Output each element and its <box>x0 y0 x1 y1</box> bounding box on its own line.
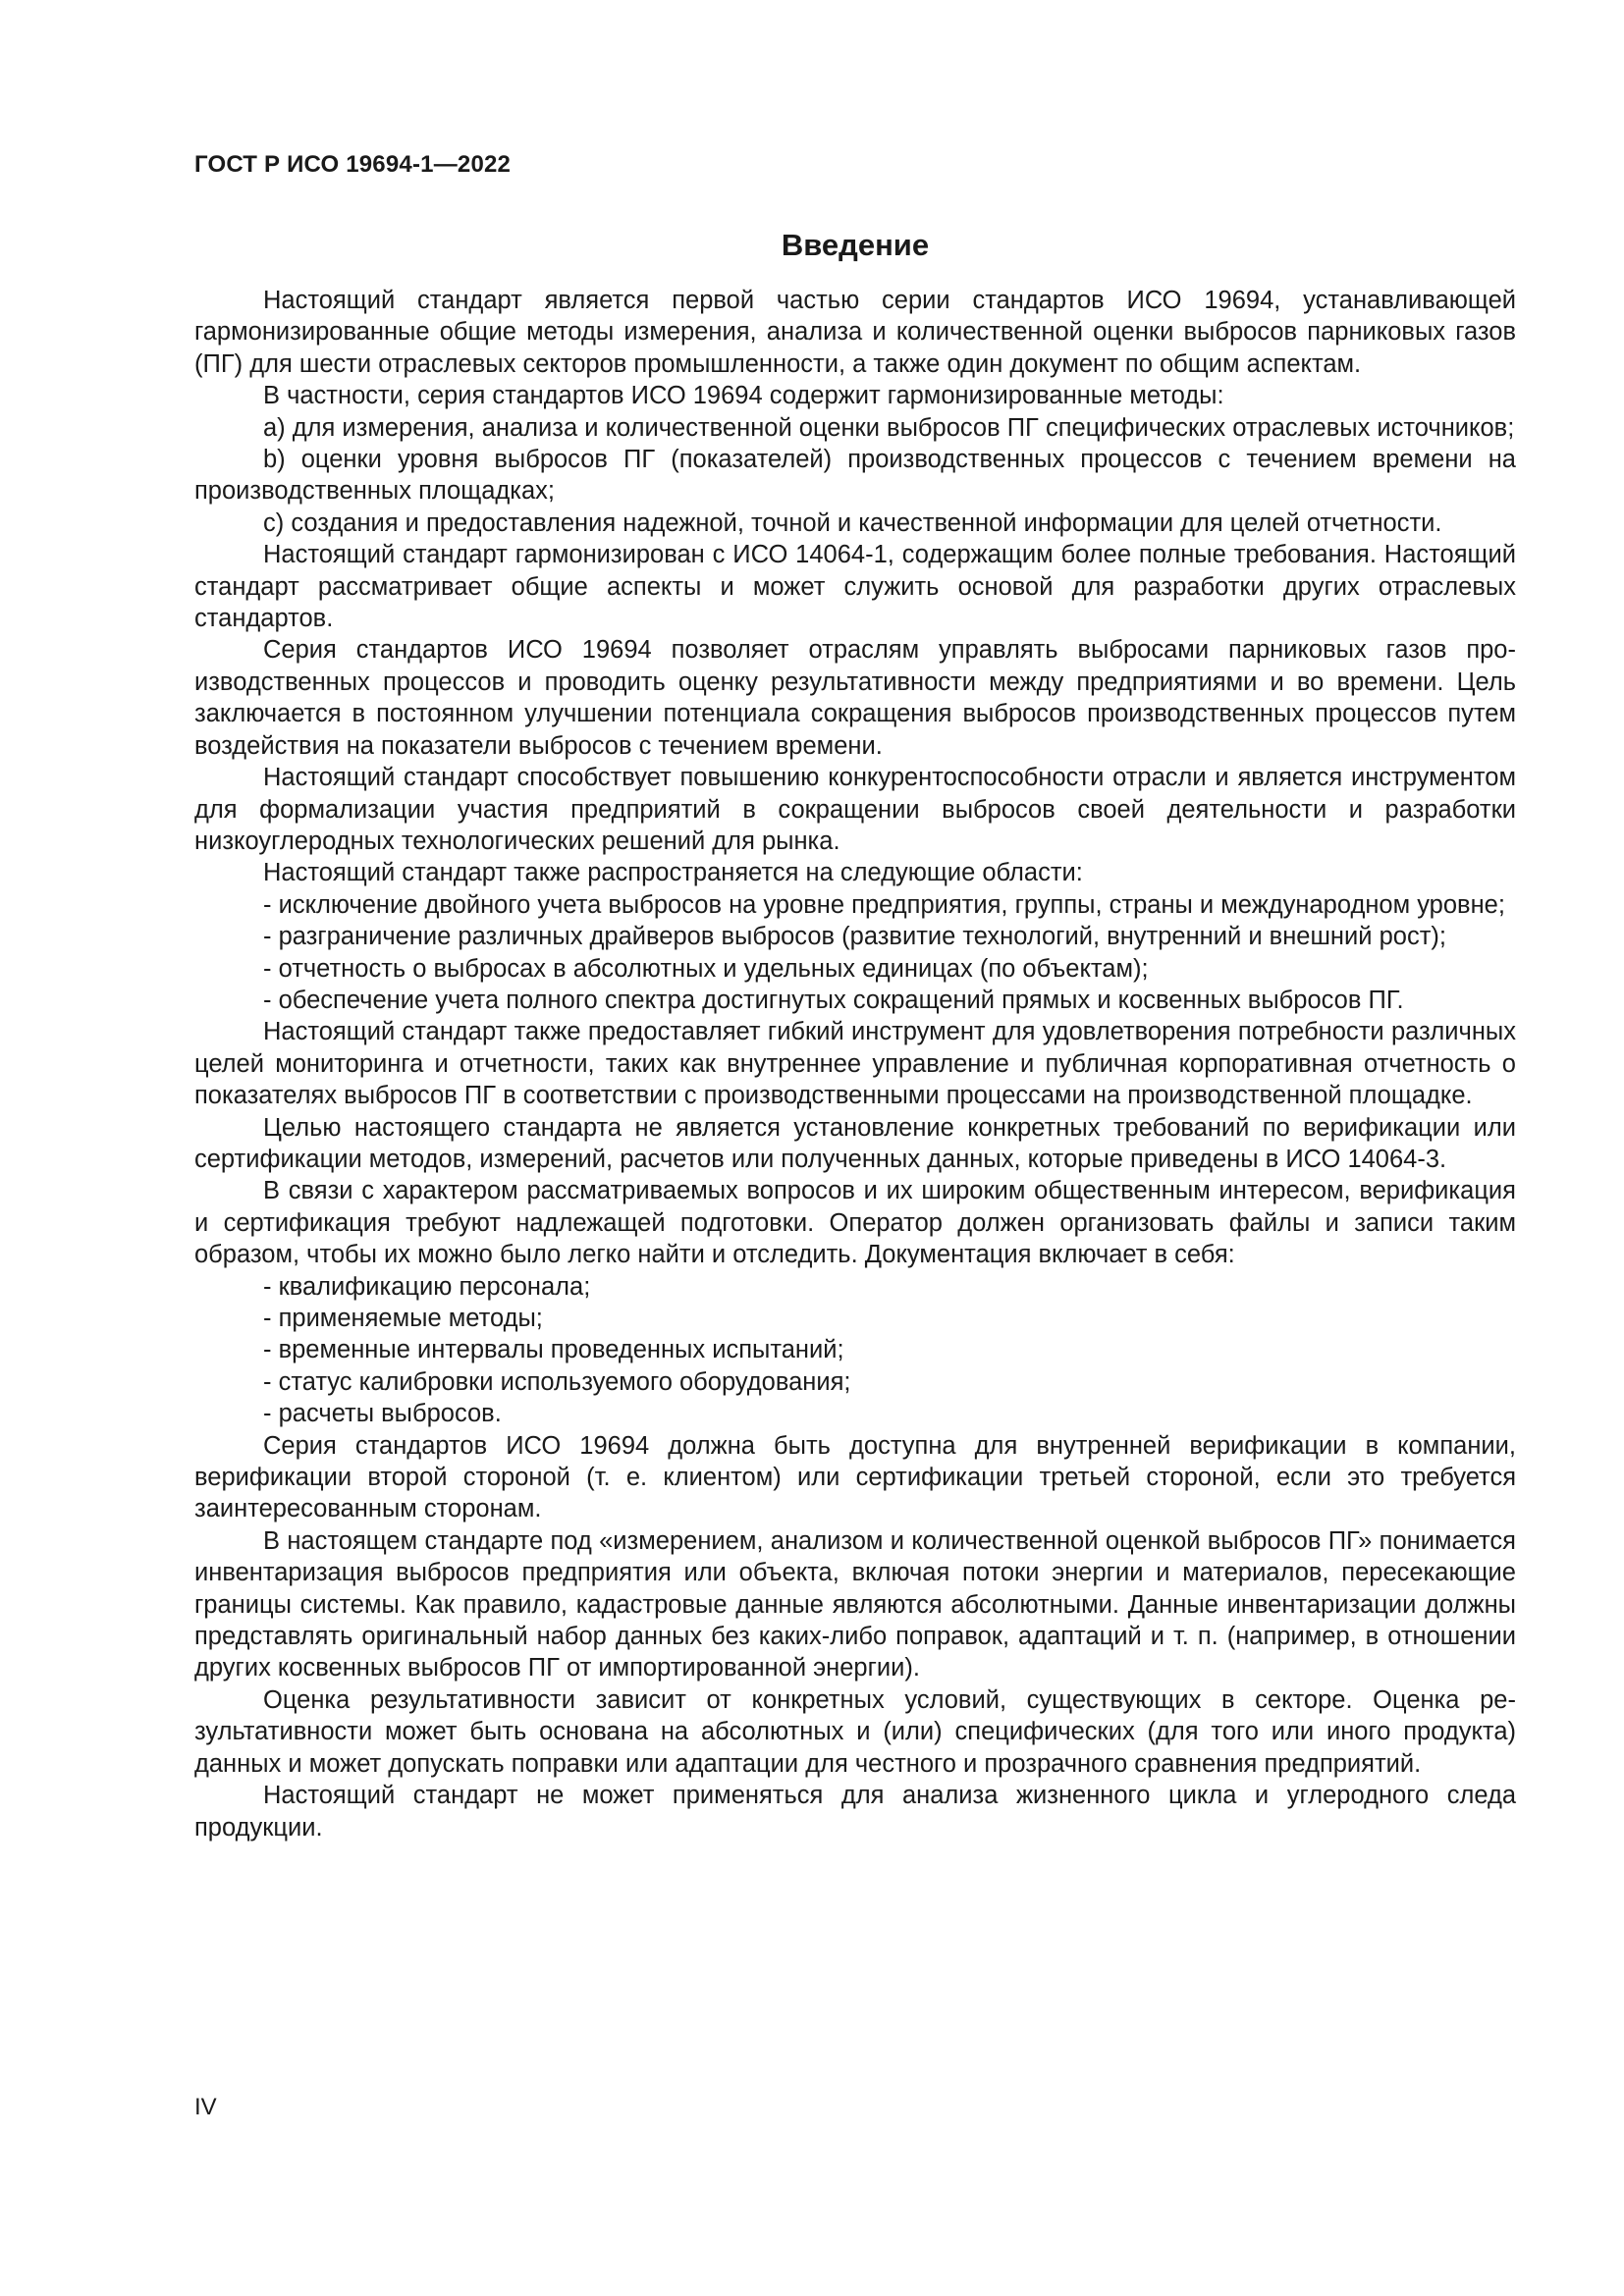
paragraph: Настоящий стандарт также распространяется на следующие области: <box>263 859 1083 887</box>
list-item: - временные интервалы проведенных испытаний; <box>263 1336 844 1364</box>
list-item: - расчеты выбросов. <box>263 1400 502 1428</box>
paragraph: Серия стандартов ИСО 19694 должна быть доступна для внутренней верификации в компании, верификации второй стороной (т. е. клиентом) или сертификации третьей стороной, если это требуется заинтересованным сторонам. <box>194 1431 1516 1523</box>
list-item: - исключение двойного учета выбросов на уровне предприятия, группы, страны и международном уровне; <box>263 890 1505 919</box>
document-body <box>194 285 1516 1843</box>
section-title: Введение <box>781 228 930 262</box>
list-item: - квалификацию персонала; <box>263 1272 591 1301</box>
list-item: - обеспечение учета полного спектра достигнутых сокращений прямых и косвенных выбросов ПГ. <box>263 986 1404 1014</box>
list-item: - отчетность о выбросах в абсолютных и удельных единицах (по объектам); <box>263 954 1149 983</box>
paragraph: Серия стандартов ИСО 19694 позволяет отраслям управлять выбросами парниковых газов производственных процессов и проводить оценку результативности между предприятиями и во времени. Цель заключается в постоянном улучшении потенциала сокращения выбросов производственных процессов путем воздействия на показатели выбросов с течением времени. <box>194 636 1516 760</box>
list-item: - статус калибровки используемого оборудования; <box>263 1367 851 1396</box>
paragraph: В настоящем стандарте под «измерением, анализом и количественной оценкой выбросов ПГ» понимается инвентаризация выбросов предприятия или объекта, включая потоки энергии и материалов, пересекающие границы системы. Как правило, кадастровые данные являются абсолютными. Данные инвентаризации должны представлять оригинальный набор данных без каких-либо поправок, адаптаций и т. п. (например, в отношении других косвенных выбросов ПГ от импортированной энергии). <box>194 1526 1516 1682</box>
paragraph: В связи с характером рассматриваемых вопросов и их широким общественным интересом, верификация и сертификация требуют надлежащей подготовки. Оператор должен организовать файлы и записи таким образом, чтобы их можно было легко найти и отследить. Документация включает в себя: <box>194 1177 1516 1269</box>
paragraph: В частности, серия стандартов ИСО 19694 содержит гармонизированные методы: <box>263 382 1224 410</box>
list-item: c) создания и предоставления надежной, точной и качественной информации для целей отчетности. <box>263 508 1442 537</box>
page-number: IV <box>194 2094 217 2120</box>
paragraph: Настоящий стандарт не может применяться для анализа жизненного цикла и углеродного следа продукции. <box>194 1782 1516 1842</box>
paragraph: Целью настоящего стандарта не является установление конкретных требований по верификации или сертификации методов, измерений, расчетов или полученных данных, которые приведены в ИСО 14064-3. <box>194 1113 1516 1173</box>
paragraph: Настоящий стандарт является первой частью серии стандартов ИСО 19694, устанавливающей гармонизированные общие методы измерения, анализа и количественной оценки выбросов парниковых газов (ПГ) для шести отраслевых секторов промышленности, а также один документ по общим аспектам. <box>194 287 1516 378</box>
list-item: - разграничение различных драйверов выбросов (развитие технологий, внутренний и внешний рост); <box>263 923 1446 951</box>
list-item: a) для измерения, анализа и количественной оценки выбросов ПГ специфических отраслевых источников; <box>263 413 1515 442</box>
list-item: b) оценки уровня выбросов ПГ (показателей) производственных процессов с течением времени на производственных площадках; <box>194 446 1516 506</box>
paragraph: Оценка результативности зависит от конкретных условий, существующих в секторе. Оценка результативности может быть основана на абсолютных и (или) специфических (для того или иного продукта) данных и может допускать поправки или адаптации для честного и прозрачного сравнения предприятий. <box>194 1685 1516 1778</box>
paragraph: Настоящий стандарт способствует повышению конкурентоспособности отрасли и является инструментом для формализации участия предприятий в сокращении выбросов своей деятельности и разработки низкоуглеродных технологических решений для рынка. <box>194 764 1516 855</box>
paragraph: Настоящий стандарт гармонизирован с ИСО 14064-1, содержащим более полные требования. Настоящий стандарт рассматривает общие аспекты и может служить основой для разработки других отраслевых стандартов. <box>194 541 1516 633</box>
document-header: ГОСТ Р ИСО 19694-1—2022 <box>194 151 512 178</box>
list-item: - применяемые методы; <box>263 1305 543 1332</box>
paragraph: Настоящий стандарт также предоставляет гибкий инструмент для удовлетворения потребности различных целей мониторинга и отчетности, таких как внутреннее управление и публичная корпоративная отчетность о показателях выбросов ПГ в соответствии с производственными процессами на производственной площадке. <box>194 1018 1516 1110</box>
